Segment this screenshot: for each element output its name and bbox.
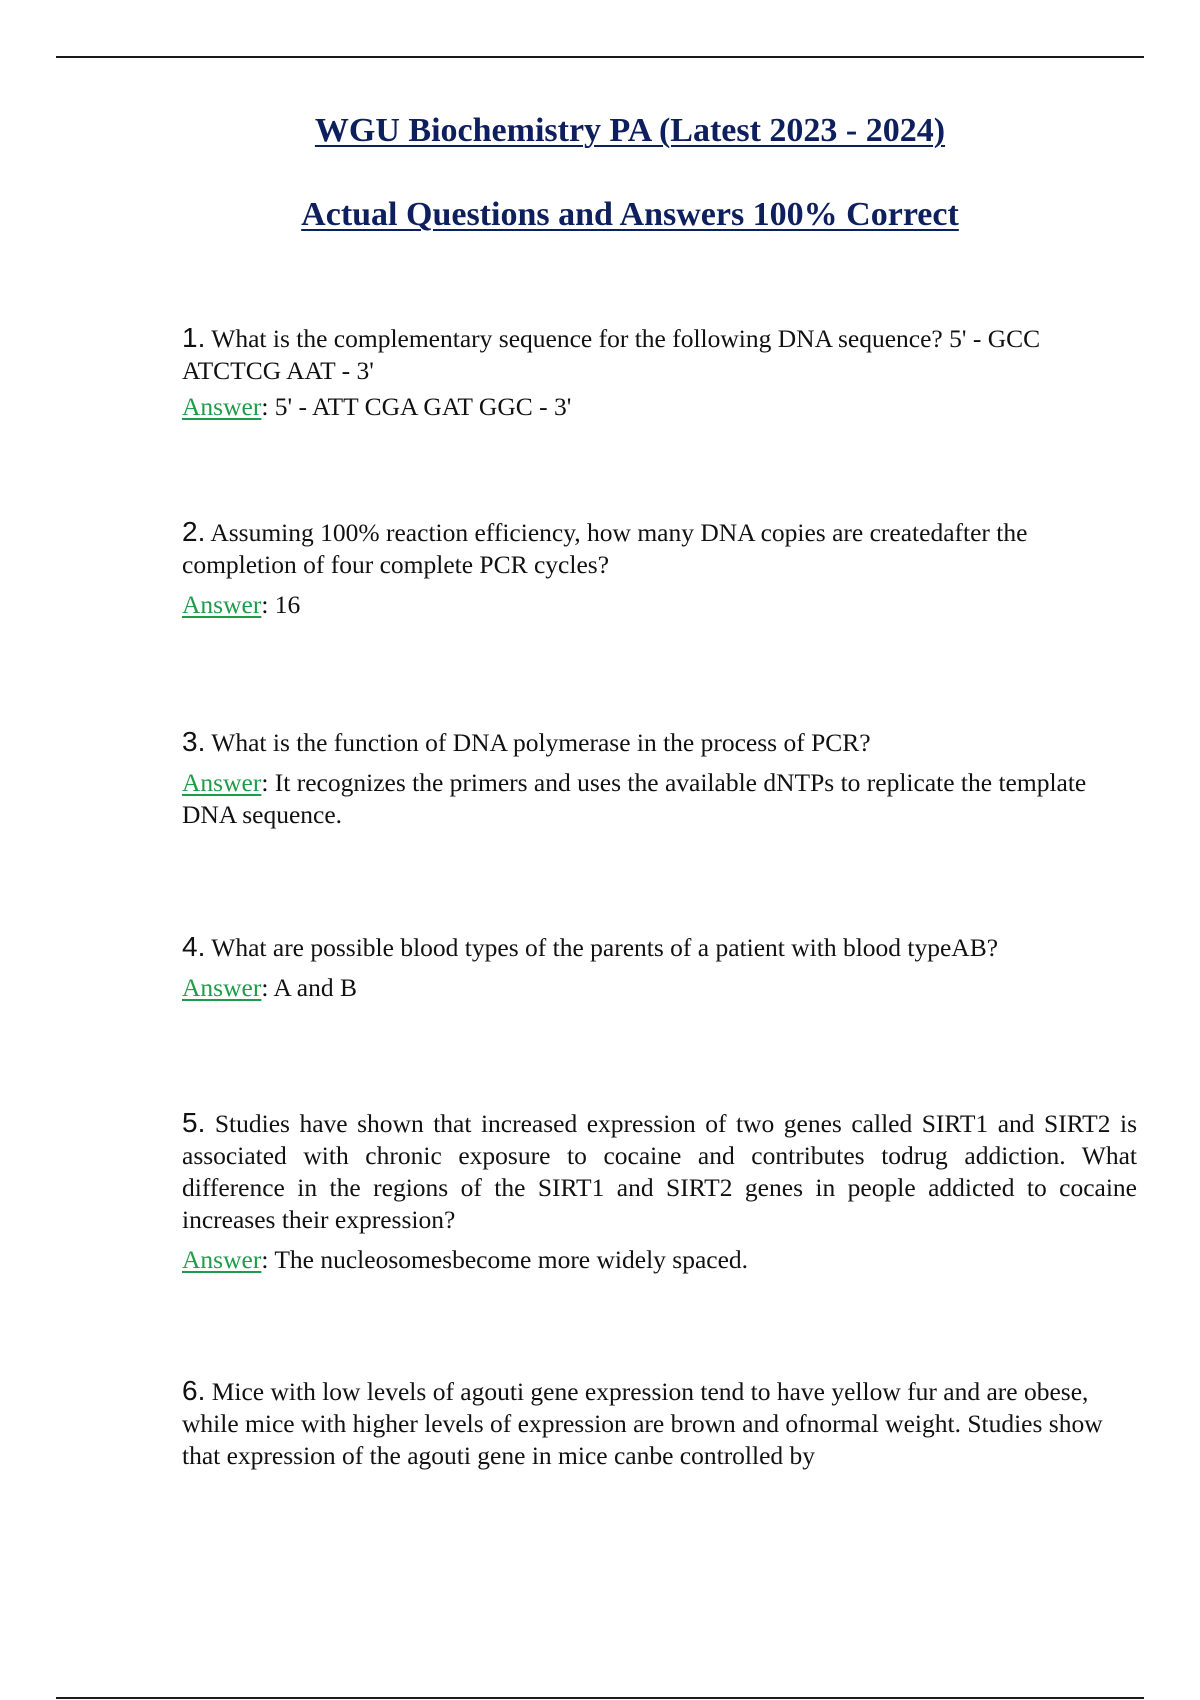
- question-text: [182, 1375, 1137, 1472]
- answer-text: : It recognizes the primers and uses the available dNTPs to replicate the template DNA sequence.: [182, 768, 1087, 829]
- answer: [182, 972, 1137, 1004]
- question-3: [182, 726, 1137, 831]
- top-rule: [56, 56, 1144, 58]
- document-title: WGU Biochemistry PA (Latest 2023 - 2024): [314, 112, 946, 149]
- question-number: 6.: [182, 1375, 206, 1406]
- answer-label: Answer: [182, 768, 262, 797]
- question-text: [182, 1107, 1137, 1236]
- answer: [182, 767, 1137, 831]
- question-text: [182, 322, 1137, 387]
- bottom-rule: [56, 1697, 1144, 1699]
- answer: [182, 391, 1137, 423]
- answer-label: Answer: [182, 392, 262, 421]
- answer-text: : A and B: [261, 973, 357, 1002]
- question-number: 2.: [182, 516, 206, 547]
- document-subtitle: Actual Questions and Answers 100% Correct: [301, 196, 959, 233]
- question-body: Studies have shown that increased expression of two genes called SIRT1 and SIRT2 is associated with chronic exposure to cocaine and contributes todrug addiction. What difference in the regions of the SIRT1 and SIRT2 genes in people addicted to cocaine increases their expression?: [182, 1109, 1138, 1234]
- question-body: Mice with low levels of agouti gene expression tend to have yellow fur and are obese, while mice with higher levels of expression are brown and ofnormal weight. Studies show that expression of the agouti gene in mice canbe controlled by: [182, 1377, 1103, 1470]
- answer-text: : 16: [261, 590, 301, 619]
- question-number: 1.: [182, 322, 206, 353]
- question-body: What is the complementary sequence for the following DNA sequence? 5' - GCC ATCTCG AAT - 3': [182, 324, 1041, 385]
- question-body: What is the function of DNA polymerase in the process of PCR?: [211, 728, 871, 757]
- question-5: [182, 1107, 1137, 1276]
- question-6: [182, 1375, 1137, 1472]
- question-text: [182, 516, 1137, 581]
- question-text: [182, 726, 1137, 759]
- question-4: [182, 931, 1137, 1004]
- answer-text: : 5' - ATT CGA GAT GGC - 3': [261, 392, 572, 421]
- question-body: Assuming 100% reaction efficiency, how many DNA copies are createdafter the completion of four complete PCR cycles?: [182, 518, 1028, 579]
- answer-label: Answer: [182, 1245, 262, 1274]
- question-1: [182, 322, 1137, 423]
- question-number: 3.: [182, 726, 206, 757]
- question-2: [182, 516, 1137, 621]
- question-number: 4.: [182, 931, 206, 962]
- answer-label: Answer: [182, 973, 262, 1002]
- answer-text: : The nucleosomesbecome more widely spaced.: [261, 1245, 749, 1274]
- answer: [182, 589, 1137, 621]
- question-text: [182, 931, 1137, 964]
- answer-label: Answer: [182, 590, 262, 619]
- question-body: What are possible blood types of the parents of a patient with blood typeAB?: [211, 933, 999, 962]
- question-number: 5.: [182, 1107, 206, 1138]
- answer: [182, 1244, 1137, 1276]
